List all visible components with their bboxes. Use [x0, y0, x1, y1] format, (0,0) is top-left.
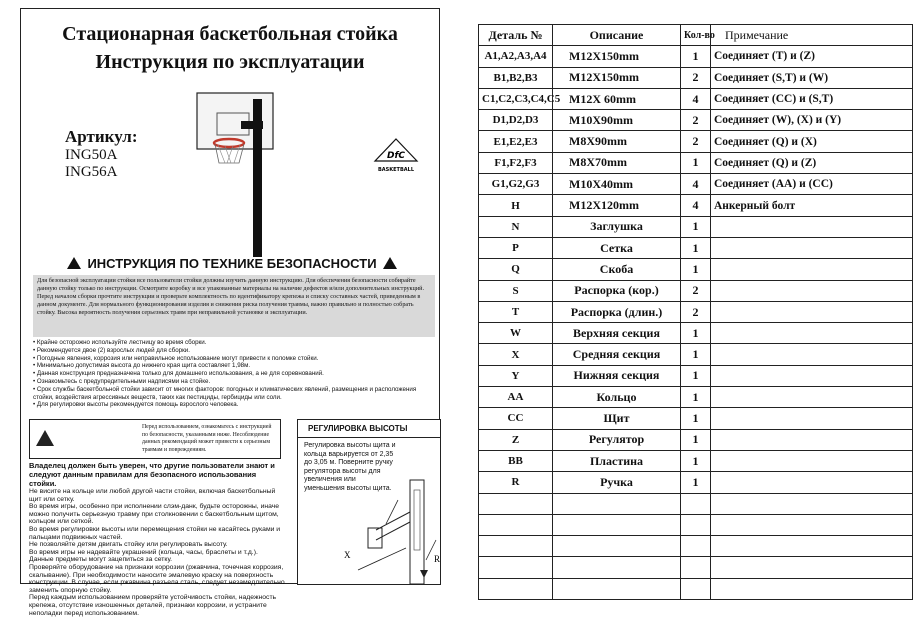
- table-row: [479, 323, 913, 344]
- table-row: [479, 365, 913, 386]
- table-row: [479, 259, 913, 280]
- table-row: [479, 536, 913, 557]
- description-cell: Скоба: [553, 259, 681, 280]
- description-cell: Заглушка: [553, 216, 681, 237]
- description-cell: [553, 536, 681, 557]
- quantity-cell: 1: [681, 259, 711, 280]
- description-cell: Средняя секция: [553, 344, 681, 365]
- height-adjust-text: Регулировка высоты щита и кольца варьируется от 2,35 до 3,05 м. Поверните ручку регулятора высоты для увеличения или уменьшения высоты щита.: [304, 442, 396, 492]
- description-cell: M12X120mm: [553, 195, 681, 216]
- note-cell: [711, 280, 913, 301]
- note-cell: Анкерный болт: [711, 195, 913, 216]
- note-cell: [711, 237, 913, 258]
- part-cell: [479, 493, 553, 514]
- table-row: [479, 216, 913, 237]
- quantity-cell: 1: [681, 216, 711, 237]
- quantity-cell: 1: [681, 408, 711, 429]
- part-cell: H: [479, 195, 553, 216]
- note-cell: [711, 323, 913, 344]
- height-adjust-box: [297, 419, 441, 585]
- owner-rules: [29, 461, 285, 617]
- list-item: • Крайне осторожно используйте лестницу во время сборки.: [33, 339, 433, 347]
- note-cell: [711, 429, 913, 450]
- list-item: Не висите на кольце или любой другой части стойки, включая баскетбольный щит или сетку.: [29, 488, 276, 503]
- column-header: Кол-во: [681, 25, 711, 46]
- table-header-row: [479, 25, 913, 46]
- part-cell: [479, 578, 553, 599]
- dfc-logo: [373, 137, 419, 179]
- part-cell: B1,B2,B3: [479, 67, 553, 88]
- owner-rules-header: Владелец должен быть уверен, что другие пользователи знают и следуют данным правилам для безопасного использования стойки.: [29, 461, 275, 488]
- table-row: [479, 280, 913, 301]
- description-cell: Распорка (длин.): [553, 301, 681, 322]
- quantity-cell: 1: [681, 152, 711, 173]
- column-header: Примечание: [711, 25, 913, 46]
- part-cell: P: [479, 237, 553, 258]
- quantity-cell: 1: [681, 237, 711, 258]
- list-item: • Срок службы баскетбольной стойки зависит от многих факторов: погодных и климатических явлений, размещения и расположения стойки, воздействия агрессивных веществ, таких как пестициды, гербициды или соли.: [33, 386, 433, 402]
- description-cell: M12X 60mm: [553, 88, 681, 109]
- svg-text:DfC: DfC: [387, 151, 405, 161]
- quantity-cell: 2: [681, 131, 711, 152]
- quantity-cell: [681, 514, 711, 535]
- note-cell: Соединяет (Q) и (Z): [711, 152, 913, 173]
- note-cell: [711, 578, 913, 599]
- quantity-cell: 4: [681, 88, 711, 109]
- description-cell: M8X70mm: [553, 152, 681, 173]
- list-item: • Ознакомьтесь с предупредительными надписями на стойке.: [33, 378, 433, 386]
- description-cell: [553, 514, 681, 535]
- note-cell: [711, 344, 913, 365]
- list-item: • Данная конструкция предназначена только для домашнего использования, а не для соревнований.: [33, 370, 433, 378]
- svg-text:X: X: [344, 550, 351, 560]
- description-cell: Пластина: [553, 450, 681, 471]
- table-row: [479, 152, 913, 173]
- caution-box: [29, 419, 281, 459]
- table-row: [479, 110, 913, 131]
- part-cell: A1,A2,A3,A4: [479, 46, 553, 67]
- note-cell: [711, 493, 913, 514]
- note-cell: [711, 514, 913, 535]
- note-cell: Соединяет (S,T) и (W): [711, 67, 913, 88]
- quantity-cell: 2: [681, 280, 711, 301]
- quantity-cell: 1: [681, 429, 711, 450]
- part-cell: AA: [479, 387, 553, 408]
- list-item: Проверяйте оборудование на признаки коррозии (ржавчина, точечная коррозия, скалывание). При необходимости наносите эмалевую краску на поверхность конструкции. В случае, если ржавчина разъела сталь, следует незамедлительно заменить опорную стойку.: [29, 563, 285, 594]
- note-cell: [711, 301, 913, 322]
- quantity-cell: 2: [681, 110, 711, 131]
- caution-text: Перед использованием, ознакомьтесь с инструкцией по безопасности, указанными ниже. Несоблюдение данных рекомендаций может привести к серьезным травмам и повреждениям.: [142, 424, 272, 453]
- note-cell: [711, 450, 913, 471]
- list-item: Во время игры, особенно при исполнении слэм-данк, будьте осторожны, иначе можно получить серьезную травму при столкновении с баскетбольным щитом, кольцом или сеткой.: [29, 503, 280, 526]
- table-row: [479, 557, 913, 578]
- quantity-cell: 1: [681, 365, 711, 386]
- article-label: Артикул:: [65, 127, 138, 146]
- part-cell: E1,E2,E3: [479, 131, 553, 152]
- part-cell: [479, 536, 553, 557]
- part-cell: N: [479, 216, 553, 237]
- svg-text:BASKETBALL: BASKETBALL: [377, 167, 415, 173]
- part-cell: Q: [479, 259, 553, 280]
- note-cell: [711, 387, 913, 408]
- quantity-cell: 1: [681, 472, 711, 493]
- note-cell: [711, 259, 913, 280]
- table-row: [479, 408, 913, 429]
- part-cell: R: [479, 472, 553, 493]
- part-cell: [479, 514, 553, 535]
- part-cell: F1,F2,F3: [479, 152, 553, 173]
- article-block: [65, 127, 137, 181]
- column-header: Описание: [553, 25, 681, 46]
- note-cell: [711, 472, 913, 493]
- table-row: [479, 301, 913, 322]
- note-cell: Соединяет (AA) и (CC): [711, 174, 913, 195]
- list-item: Данные предметы могут зацепиться за сетку.: [29, 556, 173, 564]
- table-row: [479, 578, 913, 599]
- table-row: [479, 67, 913, 88]
- part-cell: C1,C2,C3,C4,C5: [479, 88, 553, 109]
- model-code: ING50A: [65, 147, 118, 163]
- warning-icon: [67, 257, 81, 269]
- safety-bullets: [33, 339, 433, 409]
- table-row: [479, 387, 913, 408]
- table-row: [479, 472, 913, 493]
- note-cell: Соединяет (T) и (Z): [711, 46, 913, 67]
- part-cell: Y: [479, 365, 553, 386]
- safety-header: ИНСТРУКЦИЯ ПО ТЕХНИКЕ БЕЗОПАСНОСТИ: [33, 253, 431, 275]
- note-cell: Соединяет (Q) и (X): [711, 131, 913, 152]
- description-cell: M12X150mm: [553, 67, 681, 88]
- note-cell: [711, 536, 913, 557]
- instruction-page: [20, 8, 441, 617]
- part-cell: W: [479, 323, 553, 344]
- table-row: [479, 174, 913, 195]
- description-cell: [553, 557, 681, 578]
- part-cell: [479, 557, 553, 578]
- quantity-cell: [681, 578, 711, 599]
- caution-icon: [36, 430, 54, 446]
- part-cell: X: [479, 344, 553, 365]
- note-cell: [711, 365, 913, 386]
- quantity-cell: 1: [681, 46, 711, 67]
- table-row: [479, 450, 913, 471]
- description-cell: Нижняя секция: [553, 365, 681, 386]
- note-cell: [711, 216, 913, 237]
- page-title: Стационарная баскетбольная стойка: [62, 23, 398, 45]
- list-item: • Погодные явления, коррозия или неправильное использование могут привести к поломке стойки.: [33, 355, 433, 363]
- table-row: [479, 88, 913, 109]
- quantity-cell: 4: [681, 174, 711, 195]
- description-cell: Ручка: [553, 472, 681, 493]
- quantity-cell: 1: [681, 344, 711, 365]
- part-cell: G1,G2,G3: [479, 174, 553, 195]
- model-code: ING56A: [65, 164, 118, 180]
- description-cell: M10X40mm: [553, 174, 681, 195]
- list-item: Перед каждым использованием проверяйте устойчивость стойки, надежность крепежа, отсутствие изношенных деталей, признаки коррозии, и устраните неполадки перед использованием.: [29, 594, 277, 617]
- basketball-stand-illustration: [189, 91, 299, 261]
- quantity-cell: 2: [681, 67, 711, 88]
- page-subtitle: Инструкция по эксплуатации: [95, 51, 365, 73]
- list-item: Во время игры не надевайте украшений (кольца, часы, браслеты и т.д.).: [29, 548, 258, 556]
- table-row: [479, 237, 913, 258]
- part-cell: CC: [479, 408, 553, 429]
- table-row: [479, 131, 913, 152]
- table-row: [479, 514, 913, 535]
- list-item: • Для регулировки высоты рекомендуется помощь взрослого человека.: [33, 401, 433, 409]
- quantity-cell: 1: [681, 387, 711, 408]
- description-cell: [553, 493, 681, 514]
- part-cell: T: [479, 301, 553, 322]
- description-cell: Кольцо: [553, 387, 681, 408]
- part-cell: Z: [479, 429, 553, 450]
- list-item: Во время регулировки высоты или перемещения стойки не касайтесь руками и пальцами подвижных частей.: [29, 525, 281, 541]
- description-cell: Верхняя секция: [553, 323, 681, 344]
- svg-text:R: R: [434, 554, 441, 564]
- table-row: [479, 429, 913, 450]
- quantity-cell: [681, 557, 711, 578]
- quantity-cell: [681, 493, 711, 514]
- table-row: [479, 195, 913, 216]
- quantity-cell: 1: [681, 450, 711, 471]
- description-cell: M10X90mm: [553, 110, 681, 131]
- quantity-cell: [681, 536, 711, 557]
- description-cell: M12X150mm: [553, 46, 681, 67]
- note-cell: Соединяет (CC) и (S,T): [711, 88, 913, 109]
- quantity-cell: 4: [681, 195, 711, 216]
- list-item: • Рекомендуется двое (2) взрослых людей для сборки.: [33, 347, 433, 355]
- list-item: • Минимально допустимая высота до нижнего края щита составляет 1,98м.: [33, 362, 433, 370]
- description-cell: [553, 578, 681, 599]
- parts-table: [478, 24, 913, 600]
- part-cell: S: [479, 280, 553, 301]
- note-cell: [711, 408, 913, 429]
- quantity-cell: 1: [681, 323, 711, 344]
- quantity-cell: 2: [681, 301, 711, 322]
- description-cell: Распорка (кор.): [553, 280, 681, 301]
- list-item: Не позволяйте детям двигать стойку или регулировать высоту.: [29, 541, 228, 549]
- description-cell: Сетка: [553, 237, 681, 258]
- safety-text: Для безопасной эксплуатации стойки все пользователи стойки должны изучить данную инструкцию. Для обеспечения безопасности собирайте данную стойку только по инструкции. Осмотрите коробку и все упакованные материалы на наличие дефектов и/или дополнительных инструкций. Перед началом сборки прочтите инструкции и проверьте комплектность по идентификатору крепежа и списку составных частей, приведенным в данном документе. Для нормального функционирования изделия и снижения риска получения травмы, важно правильно и полностью собрать стойку. Высока вероятность получения серьезных травм при неправильной установке и эксплуатации.: [33, 275, 435, 337]
- note-cell: Соединяет (W), (X) и (Y): [711, 110, 913, 131]
- part-cell: BB: [479, 450, 553, 471]
- note-cell: [711, 557, 913, 578]
- description-cell: Щит: [553, 408, 681, 429]
- height-adjust-diagram: [298, 420, 442, 586]
- description-cell: Регулятор: [553, 429, 681, 450]
- column-header: Деталь №: [479, 25, 553, 46]
- description-cell: M8X90mm: [553, 131, 681, 152]
- part-cell: D1,D2,D3: [479, 110, 553, 131]
- parts-table-page: [478, 24, 912, 600]
- height-adjust-header: РЕГУЛИРОВКА ВЫСОТЫ: [298, 420, 440, 438]
- table-row: [479, 46, 913, 67]
- table-row: [479, 493, 913, 514]
- warning-icon: [383, 257, 397, 269]
- table-row: [479, 344, 913, 365]
